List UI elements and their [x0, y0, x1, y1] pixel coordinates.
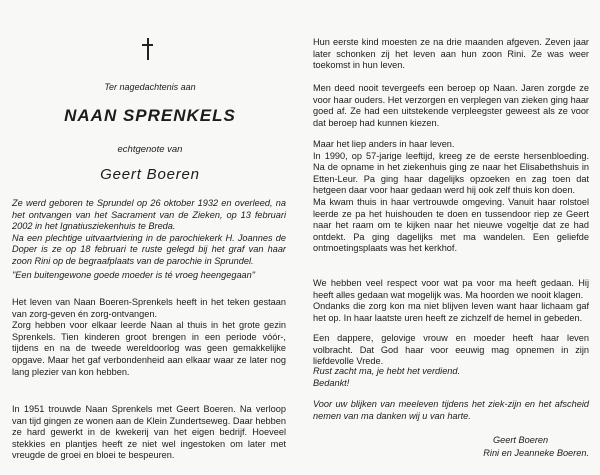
right-paragraph-1: Hun eerste kind moesten ze na drie maanden afgeven. Zeven jaar later schonken zij het leven aan hun zoon Rini. Ze was weer toekomst in hun leven.: [313, 37, 589, 71]
signature-1: Geert Boeren: [493, 435, 549, 445]
thanks-note: Voor uw blijken van meeleven tijdens het ziek-zijn en het afscheid nemen van ma danken wij u van harte.: [313, 399, 589, 421]
right-paragraph-3: Maar het liep anders in haar leven. In 1990, op 57-jarige leeftijd, kreeg ze de eerste hersenbloeding. Na de opname in het ziekenhuis ging ze naar het Elisabethshuis in Etten-Leur. Pa ging haar dagelijks opzoeken en zag toen dat hetgeen daar voor haar gedaan werd hij ook zelf thuis kon doen. Ma kwam thuis in haar vertrouwde omgeving. Vanuit haar rolstoel leerde ze pa het huishouden te doen en tussendoor riep ze Geert naar het raam om te kijken naar het nieuwe vogeltje dat ze had ontdekt. Pa ging dagelijks met ma wandelen. Een geliefde ontmoetingsplaats was het kerkhof.: [313, 139, 589, 254]
right-paragraph-2: Men deed nooit tevergeefs een beroep op Naan. Jaren zorgde ze voor haar ouders. Het verzorgen en verplegen van zieken ging haar goed af. Ze had een uitstekende verpleegster geweest als ze voor dat beroep had kunnen kiezen.: [313, 83, 589, 128]
spouse-name: Geert Boeren: [100, 166, 200, 183]
right-paragraph-6: Rust zacht ma, je hebt het verdiend. Bedankt!: [313, 366, 461, 388]
right-paragraph-5: Een dappere, gelovige vrouw en moeder heeft haar leven volbracht. Dat God haar voor eeuwig mag opnemen in zijn liefdevolle Vrede.: [313, 333, 589, 367]
deceased-name: NAAN SPRENKELS: [64, 106, 236, 125]
signature-2: Rini en Jeanneke Boeren.: [483, 448, 589, 458]
left-paragraph-1: Het leven van Naan Boeren-Sprenkels heeft in het teken gestaan van zorg-geven én zorg-ontvangen. Zorg hebben voor elkaar leerde Naan al thuis in het grote gezin Sprenkels. Tien kinderen groot brengen in een periode vóór-, tijdens en na de tweede wereldoorlog was geen gemakkelijke opgave. Maar het gaf verbondenheid aan elkaar waar ze later nog lang plezier van kon hebben.: [12, 297, 286, 377]
bio-paragraph: Ze werd geboren te Sprundel op 26 oktober 1932 en overleed, na het ontvangen van het Sacrament van de Zieken, op 13 februari 2002 in het Ignatiusziekenhuis te Breda. Na een plechtige uitvaartviering in de parochiekerk H. Joannes de Doper is ze op 18 februari te ruste gelegd bij het graf van haar zoon Rini op de begraafplaats van de parochie in Sprundel.: [12, 198, 286, 266]
right-paragraph-4: We hebben veel respect voor wat pa voor ma heeft gedaan. Hij heeft alles gedaan wat mogelijk was. Ma hoorden we nooit klagen. Ondanks die zorg kon ma niet blijven leven want haar lichaam gaf het op. In haar laatste uren heeft ze zichzelf de hemel in gebeden.: [313, 278, 589, 323]
cross-icon: [142, 38, 153, 60]
quote: "Een buitengewone goede moeder is té vroeg heengegaan": [12, 270, 256, 280]
left-paragraph-2: In 1951 trouwde Naan Sprenkels met Geert Boeren. Na verloop van tijd gingen ze wonen aan de Klein Zundertseweg. Daar hebben ze hard gewerkt in de kwekerij van het eigen bedrijf. Hoeveel stekkies en plantjes heeft ze niet wel ingestoken om later met vreugde de groei en bloei te bespeuren.: [12, 404, 286, 461]
memory-line: Ter nagedachtenis aan: [104, 82, 196, 92]
spouse-label: echtgenote van: [117, 144, 183, 155]
